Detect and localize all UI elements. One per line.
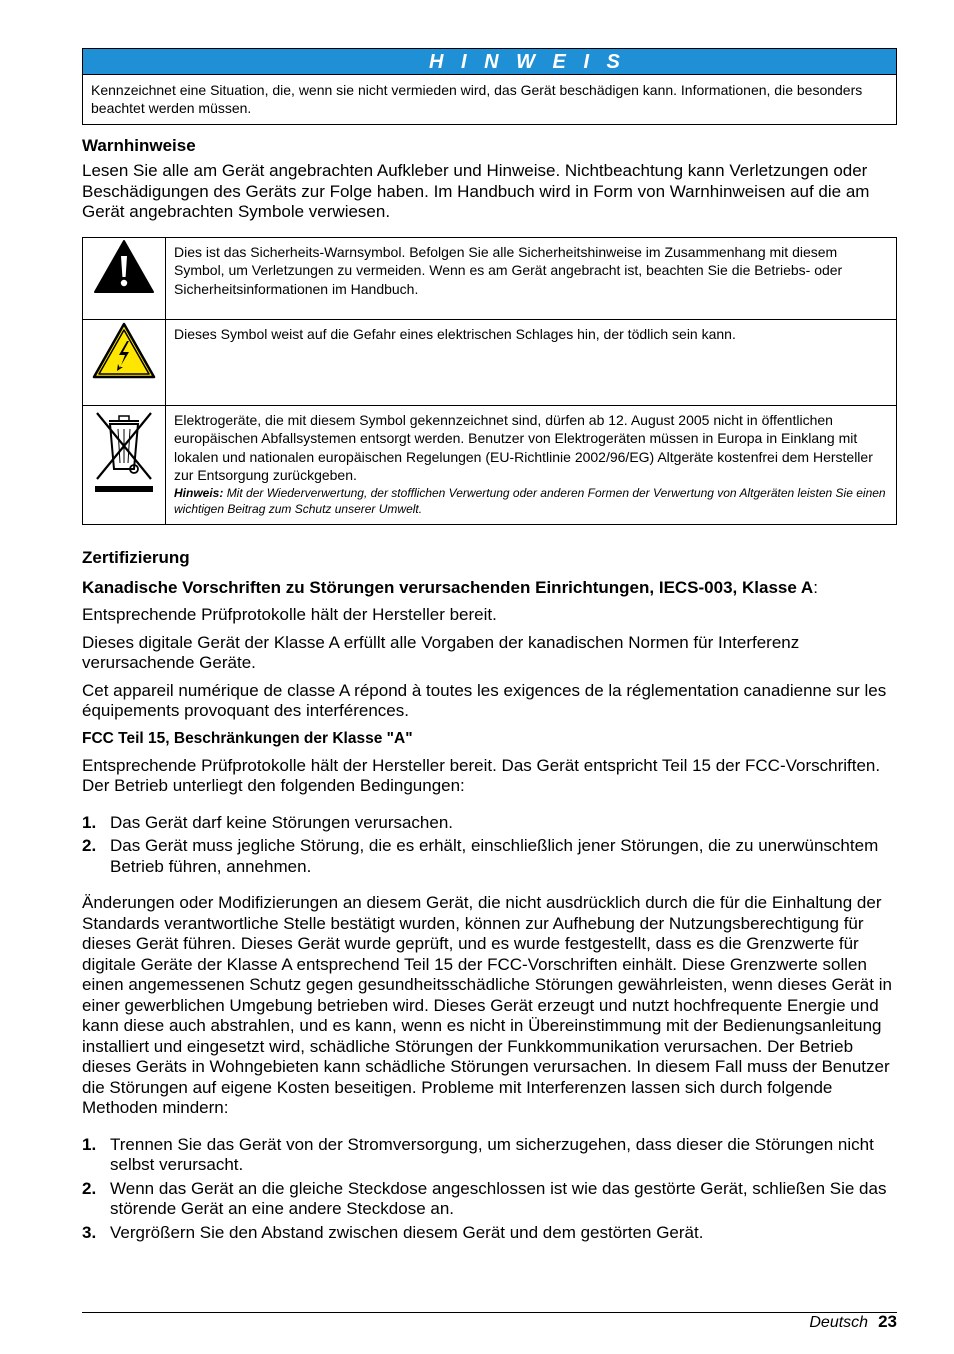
note-label: Hinweis: [174, 485, 224, 500]
list-number: 1. [82, 812, 97, 832]
list-number: 3. [82, 1222, 97, 1242]
notice-text: Kennzeichnet eine Situation, die, wenn sie nicht vermieden wird, das Gerät beschädigen kann. Informationen, die besonders beachtet werden müssen. [91, 82, 863, 116]
warning-triangle-icon [93, 239, 155, 295]
canada-heading-line [82, 577, 897, 599]
symbols-table [82, 237, 897, 525]
symbol-row [83, 319, 897, 405]
footer-label [809, 1313, 897, 1332]
list-text: Wenn das Gerät an die gleiche Steckdose angeschlossen ist wie das gestörte Gerät, schließen Sie das störende Gerät an eine andere Steckdose an. [110, 1178, 887, 1218]
notice-box [82, 48, 897, 125]
fcc-paragraph-1: Entsprechende Prüfprotokolle hält der Hersteller bereit. Das Gerät entspricht Teil 15 der FCC-Vorschriften. Der Betrieb unterliegt den folgenden Bedingungen: [82, 755, 881, 795]
symbol-text: Dies ist das Sicherheits-Warnsymbol. Befolgen Sie alle Sicherheitshinweise im Zusammenhang mit diesem Symbol, um Verletzungen zu vermeiden. Wenn es am Gerät angebracht ist, beachten Sie die Betriebs- oder Sicherheitsinformationen im Handbuch. [166, 237, 897, 319]
canada-paragraph-2: Dieses digitale Gerät der Klasse A erfüllt alle Vorgaben der kanadischen Normen für Interferenz verursachende Geräte. [82, 632, 800, 672]
list-text: Das Gerät darf keine Störungen verursachen. [110, 812, 454, 832]
symbol-icon-cell [83, 319, 166, 405]
symbol-text-cell [166, 405, 897, 524]
symbol-row [83, 237, 897, 319]
warnings-intro: Lesen Sie alle am Gerät angebrachten Aufkleber und Hinweise. Nichtbeachtung kann Verletzungen oder Beschädigungen des Geräts zur Folge haben. Im Handbuch wird in Form von Warnhinweisen auf die am Gerät angebrachten Symbole verwiesen. [82, 161, 870, 221]
symbol-text: Elektrogeräte, die mit diesem Symbol gekennzeichnet sind, dürfen ab 12. August 2005 nicht in öffentlichen europäischen Abfallsystemen entsorgt werden. Benutzer von Elektrogeräten müssen in Europa in Einklang mit lokalen und nationalen europäischen Regelungen (EU-Richtlinie 2002/96/EG) Altgeräte kostenfrei dem Hersteller zur Entsorgung zurückgeben. [174, 411, 873, 483]
methods-list [82, 1135, 897, 1244]
list-item [82, 1179, 897, 1220]
warnings-heading: Warnhinweise [82, 136, 196, 155]
symbol-row [83, 405, 897, 524]
notice-title: H I N W E I S [83, 49, 896, 75]
list-item [82, 1135, 897, 1176]
canada-paragraph-1: Entsprechende Prüfprotokolle hält der Hersteller bereit. [82, 605, 497, 624]
list-text: Vergrößern Sie den Abstand zwischen diesem Gerät und dem gestörten Gerät. [110, 1222, 704, 1242]
page-content [82, 48, 897, 1243]
canada-colon: : [813, 577, 818, 597]
footer-language: Deutsch [809, 1314, 869, 1331]
symbol-icon-cell [83, 237, 166, 319]
fcc-paragraph-2: Änderungen oder Modifizierungen an diesem Gerät, die nicht ausdrücklich durch die für die Einhaltung der Standards verantwortliche Stelle bestätigt wurden, können zur Aufhebung der Nutzungsberechtigung für dieses Gerät führen. Dieses Gerät wurde geprüft, und es wurde festgestellt, dass es die Grenzwerte für digitale Geräte der Klasse A entsprechend Teil 15 der FCC-Vorschriften einhält. Diese Grenzwerte sollen einen angemessenen Schutz gegen gesundheitsschädliche Störungen gewährleisten, wenn dieses Gerät in einer gewerblichen Umgebung betrieben wird. Dieses Gerät erzeugt und nutzt hochfrequente Energie und kann diese auch abstrahlen, und es kann, wenn es nicht in Übereinstimmung mit der Bedienungsanleitung installiert und eingesetzt wird, schädliche Störungen der Funkkommunikation verursachen. Der Betrieb dieses Geräts in Wohngebieten kann schädliche Störungen verursachen. In diesem Fall muss der Benutzer die Störungen auf eigene Kosten beseitigen. Probleme mit Interferenzen lassen sich durch folgende Methoden mindern: [82, 893, 892, 1117]
recycling-note [174, 485, 888, 517]
certification-heading: Zertifizierung [82, 547, 190, 567]
page-footer [82, 1312, 897, 1331]
list-number: 1. [82, 1134, 97, 1154]
list-item [82, 813, 897, 834]
symbol-icon-cell [83, 405, 166, 524]
conditions-list [82, 813, 897, 878]
canada-paragraph-3: Cet appareil numérique de classe A répond à toutes les exigences de la réglementation canadienne sur les équipements provoquant des interférences. [82, 680, 887, 720]
list-item [82, 836, 897, 877]
canada-heading: Kanadische Vorschriften zu Störungen verursachenden Einrichtungen, IECS-003, Klasse A [82, 577, 814, 597]
electric-shock-icon [91, 321, 157, 381]
page-number: 23 [878, 1312, 897, 1331]
list-number: 2. [82, 836, 97, 855]
fcc-heading: FCC Teil 15, Beschränkungen der Klasse "A" [82, 729, 413, 747]
list-number: 2. [82, 1178, 97, 1198]
list-text: Trennen Sie das Gerät von der Stromversorgung, um sicherzugehen, dass dieser die Störungen nicht selbst verursacht. [110, 1134, 874, 1174]
crossed-out-bin-icon [91, 407, 157, 495]
list-item [82, 1223, 897, 1244]
note-text: Mit der Wiederverwertung, der stofflichen Verwertung oder anderen Formen der Verwertung von Altgeräten leisten Sie einen wichtigen Beitrag zum Schutz unserer Umwelt. [174, 485, 886, 516]
list-text: Das Gerät muss jegliche Störung, die es erhält, einschließlich jener Störungen, die zu unerwünschtem Betrieb führen, annehmen. [110, 836, 879, 876]
symbol-text: Dieses Symbol weist auf die Gefahr eines elektrischen Schlages hin, der tödlich sein kann. [166, 319, 897, 405]
